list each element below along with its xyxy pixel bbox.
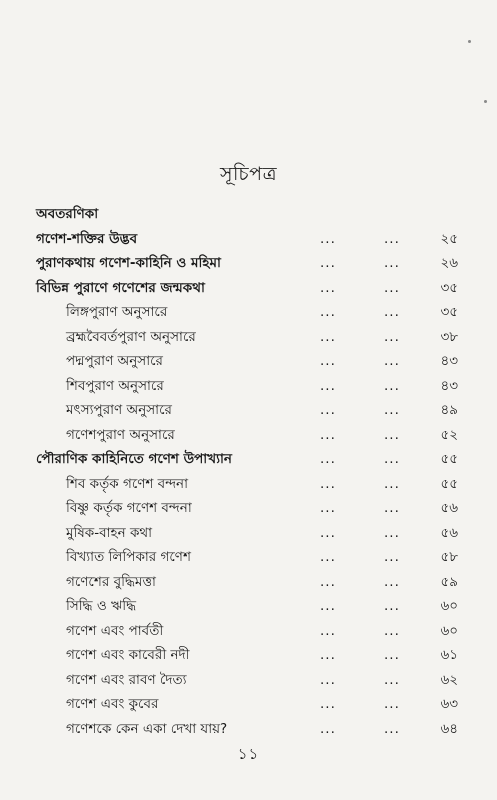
leader-dots: ... xyxy=(320,671,336,688)
leader-dots: ... xyxy=(320,524,336,541)
toc-entry-label: অবতরণিকা xyxy=(36,206,99,222)
toc-entry xyxy=(36,423,476,448)
page-title: সূচিপত্র xyxy=(219,163,278,185)
toc-entry-page: ৫৬ xyxy=(440,524,458,541)
leader-dots: ... xyxy=(384,328,400,345)
toc-entry-page: ৩৫ xyxy=(440,304,458,320)
leader-dots: ... xyxy=(320,353,336,369)
toc-entry xyxy=(36,496,476,521)
leader-dots: ... xyxy=(320,279,336,296)
toc-entry-label: বিষ্ণু কর্তৃক গণেশ বন্দনা xyxy=(66,500,192,516)
toc-entry-label: পুরাণকথায় গণেশ-কাহিনি ও মহিমা xyxy=(36,255,221,271)
leader-dots: ... xyxy=(384,598,400,614)
leader-dots: ... xyxy=(320,622,336,639)
leader-dots: ... xyxy=(320,304,336,320)
toc-entry xyxy=(36,276,476,301)
leader-dots: ... xyxy=(384,696,400,712)
toc-entry xyxy=(36,202,476,227)
leader-dots: ... xyxy=(320,426,336,443)
toc-entry xyxy=(36,594,476,619)
toc-entry-label: মুষিক-বাহন কথা xyxy=(66,524,153,541)
paper-speck xyxy=(468,40,471,43)
toc-entry-page: ৪৯ xyxy=(440,402,458,418)
toc-entry-page: ৬৩ xyxy=(440,696,458,712)
leader-dots: ... xyxy=(384,524,400,541)
toc-entry-label: গণেশের বুদ্ধিমত্তা xyxy=(66,573,156,590)
toc-entry xyxy=(36,472,476,497)
toc-entry-page: ৪৩ xyxy=(440,353,458,369)
toc-entry-label: গণেশ এবং রাবণ দৈত্য xyxy=(66,671,187,688)
toc-entry xyxy=(36,300,476,325)
toc-entry xyxy=(36,668,476,693)
toc-entry-page: ৬১ xyxy=(440,647,458,663)
toc-entry-label: গণেশ এবং পার্বতী xyxy=(66,622,164,639)
toc-entry-page: ৬৪ xyxy=(440,720,458,737)
toc-entry-page: ৩৮ xyxy=(440,328,458,345)
toc-entry xyxy=(36,349,476,374)
toc-entry-page: ৫৯ xyxy=(440,573,458,590)
toc-entry-page: ৩৫ xyxy=(440,279,458,296)
leader-dots: ... xyxy=(384,549,400,565)
toc-entry-label: গণেশপুরাণ অনুসারে xyxy=(66,426,175,443)
toc-entry-page: ২৬ xyxy=(440,255,458,271)
toc-entry-label: গণেশ এবং কাবেরী নদী xyxy=(66,647,190,663)
leader-dots: ... xyxy=(320,500,336,516)
toc-entry xyxy=(36,545,476,570)
toc-entry xyxy=(36,398,476,423)
toc-entry-label: পৌরাণিক কাহিনিতে গণেশ উপাখ্যান xyxy=(36,451,232,467)
leader-dots: ... xyxy=(320,696,336,712)
toc-entry-label: লিঙ্গপুরাণ অনুসারে xyxy=(66,304,168,320)
toc-entry xyxy=(36,717,476,742)
toc-entry-page: ৪৩ xyxy=(440,377,458,394)
toc-entry-page: ৫৮ xyxy=(440,549,458,565)
toc-entry-label: গণেশ-শক্তির উদ্ভব xyxy=(36,230,138,247)
toc-entry-label: শিব কর্তৃক গণেশ বন্দনা xyxy=(66,475,188,492)
toc-entry-label: গণেশকে কেন একা দেখা যায়? xyxy=(66,720,228,737)
toc-entry-page: ৫৫ xyxy=(440,451,458,467)
toc-entry xyxy=(36,692,476,717)
toc-entry xyxy=(36,570,476,595)
toc-entry-page: ৫২ xyxy=(440,426,458,443)
leader-dots: ... xyxy=(384,353,400,369)
toc-entry-label: মৎস্যপুরাণ অনুসারে xyxy=(66,402,172,418)
toc-entry xyxy=(36,447,476,472)
toc-entry-page: ৬০ xyxy=(440,622,458,639)
paper-speck xyxy=(484,100,487,103)
toc-entry-label: গণেশ এবং কুবের xyxy=(66,696,159,712)
leader-dots: ... xyxy=(320,475,336,492)
leader-dots: ... xyxy=(384,304,400,320)
leader-dots: ... xyxy=(320,549,336,565)
toc-entry xyxy=(36,251,476,276)
leader-dots: ... xyxy=(384,402,400,418)
leader-dots: ... xyxy=(320,451,336,467)
toc-entry-label: বিভিন্ন পুরাণে গণেশের জন্মকথা xyxy=(36,279,205,296)
leader-dots: ... xyxy=(320,573,336,590)
leader-dots: ... xyxy=(384,573,400,590)
table-of-contents xyxy=(36,202,476,741)
leader-dots: ... xyxy=(384,622,400,639)
toc-entry xyxy=(36,521,476,546)
leader-dots: ... xyxy=(384,500,400,516)
leader-dots: ... xyxy=(384,426,400,443)
toc-entry-page: ২৫ xyxy=(440,230,458,247)
leader-dots: ... xyxy=(384,647,400,663)
toc-entry xyxy=(36,643,476,668)
toc-entry xyxy=(36,619,476,644)
toc-entry-label: ব্রহ্মবৈবর্তপুরাণ অনুসারে xyxy=(66,328,196,345)
page-number: ১১ xyxy=(237,745,260,763)
toc-entry-page: ৬০ xyxy=(440,598,458,614)
leader-dots: ... xyxy=(320,328,336,345)
toc-entry xyxy=(36,325,476,350)
leader-dots: ... xyxy=(384,279,400,296)
leader-dots: ... xyxy=(384,377,400,394)
leader-dots: ... xyxy=(384,230,400,247)
leader-dots: ... xyxy=(320,230,336,247)
leader-dots: ... xyxy=(320,377,336,394)
toc-entry-label: শিবপুরাণ অনুসারে xyxy=(66,377,164,394)
leader-dots: ... xyxy=(320,598,336,614)
leader-dots: ... xyxy=(384,720,400,737)
leader-dots: ... xyxy=(384,671,400,688)
toc-entry-page: ৫৬ xyxy=(440,500,458,516)
toc-entry xyxy=(36,374,476,399)
leader-dots: ... xyxy=(320,720,336,737)
toc-entry-label: সিদ্ধি ও ঋদ্ধি xyxy=(66,598,136,614)
toc-entry-label: বিখ্যাত লিপিকার গণেশ xyxy=(66,549,191,565)
leader-dots: ... xyxy=(320,402,336,418)
leader-dots: ... xyxy=(320,647,336,663)
toc-entry xyxy=(36,227,476,252)
toc-entry-label: পদ্মপুরাণ অনুসারে xyxy=(66,353,163,369)
leader-dots: ... xyxy=(384,475,400,492)
leader-dots: ... xyxy=(320,255,336,271)
toc-entry-page: ৫৫ xyxy=(440,475,458,492)
toc-entry-page: ৬২ xyxy=(440,671,458,688)
leader-dots: ... xyxy=(384,255,400,271)
leader-dots: ... xyxy=(384,451,400,467)
